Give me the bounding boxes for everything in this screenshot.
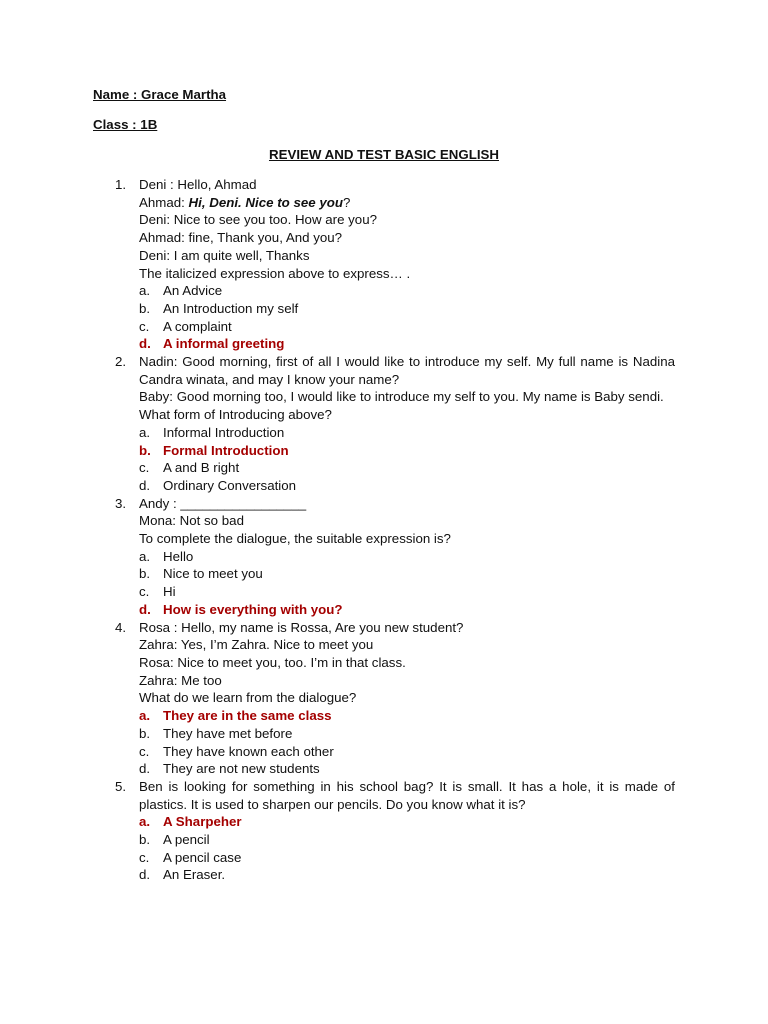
option-c: c. They have known each other	[139, 743, 334, 759]
dialogue-line: Deni : Hello, Ahmad	[139, 177, 257, 192]
option-d: d. They are not new students	[139, 761, 320, 777]
dialogue-line: Deni: Nice to see you too. How are you?	[139, 212, 377, 228]
question-prompt: To complete the dialogue, the suitable expression is?	[139, 531, 451, 547]
answer-options	[139, 424, 675, 495]
question-prompt: What form of Introducing above?	[139, 407, 332, 423]
option-d: d. An Eraser.	[139, 867, 226, 883]
dialogue-line: Zahra: Me too	[139, 672, 222, 688]
page-title: REVIEW AND TEST BASIC ENGLISH	[268, 147, 499, 162]
dialogue-line: Zahra: Yes, I’m Zahra. Nice to meet you	[139, 637, 374, 653]
dialogue-paragraph: Nadin: Good morning, first of all I would like to introduce my self. My full name is Nadina Candra winata, and may I know your name?	[139, 354, 675, 387]
speaker-text: Ahmad:	[139, 194, 189, 210]
option-b-correct-answer: b. Formal Introduction	[139, 442, 289, 458]
option-b: b. An Introduction my self	[139, 300, 299, 316]
option-d: d. Ordinary Conversation	[139, 477, 297, 493]
question-prompt: What do we learn from the dialogue?	[139, 690, 357, 706]
question-paragraph: Ben is looking for something in his school bag? It is small. It has a hole, it is made of plastics. It is used to sharpen our pencils. Do you know what it is?	[139, 778, 675, 812]
dialogue-line-blank: Andy : _________________	[139, 495, 307, 511]
dialogue-line: Rosa: Nice to meet you, too. I’m in that class.	[139, 654, 406, 670]
question-3	[115, 495, 675, 619]
option-c: c. A complaint	[139, 318, 232, 334]
option-a: a. An Advice	[139, 283, 223, 299]
dialogue-paragraph: Baby: Good morning too, I would like to introduce my self to you. My name is Baby sendi.	[139, 389, 664, 405]
student-name: Name : Grace Martha	[93, 87, 227, 102]
punctuation: ?	[342, 194, 351, 210]
question-4	[115, 619, 675, 778]
option-b: b. A pencil	[139, 832, 210, 848]
option-a-correct-answer: a. They are in the same class	[139, 708, 332, 724]
option-a: a. Informal Introduction	[139, 424, 285, 440]
dialogue-line: Mona: Not so bad	[139, 513, 244, 529]
question-5	[115, 778, 675, 884]
answer-options	[139, 813, 675, 884]
option-d-correct-answer: d. A informal greeting	[139, 336, 285, 352]
question-number: 2.	[115, 354, 127, 370]
option-d-correct-answer: d. How is everything with you?	[139, 601, 343, 617]
answer-options	[139, 282, 675, 353]
question-2	[115, 353, 675, 495]
option-b: b. Nice to meet you	[139, 566, 263, 582]
question-number: 1.	[115, 177, 127, 192]
option-c: c. Hi	[139, 584, 176, 600]
answer-options	[139, 707, 675, 778]
question-number: 5.	[115, 778, 127, 794]
student-class: Class : 1B	[93, 117, 158, 132]
italicized-expression: Hi, Deni. Nice to see you	[188, 194, 343, 210]
question-list	[115, 176, 675, 884]
option-c: c. A pencil case	[139, 849, 242, 865]
answer-options	[139, 548, 675, 619]
question-prompt: The italicized expression above to express… .	[139, 265, 411, 281]
dialogue-line: Ahmad: fine, Thank you, And you?	[139, 230, 343, 246]
dialogue-line: Deni: I am quite well, Thanks	[139, 247, 310, 263]
question-number: 4.	[115, 619, 127, 635]
question-number: 3.	[115, 495, 127, 511]
option-a: a. Hello	[139, 548, 194, 564]
question-1	[115, 176, 675, 353]
dialogue-line: Rosa : Hello, my name is Rossa, Are you new student?	[139, 619, 464, 635]
option-c: c. A and B right	[139, 460, 240, 476]
dialogue-line	[139, 194, 675, 212]
option-b: b. They have met before	[139, 725, 293, 741]
option-a-correct-answer: a. A Sharpeher	[139, 814, 242, 830]
